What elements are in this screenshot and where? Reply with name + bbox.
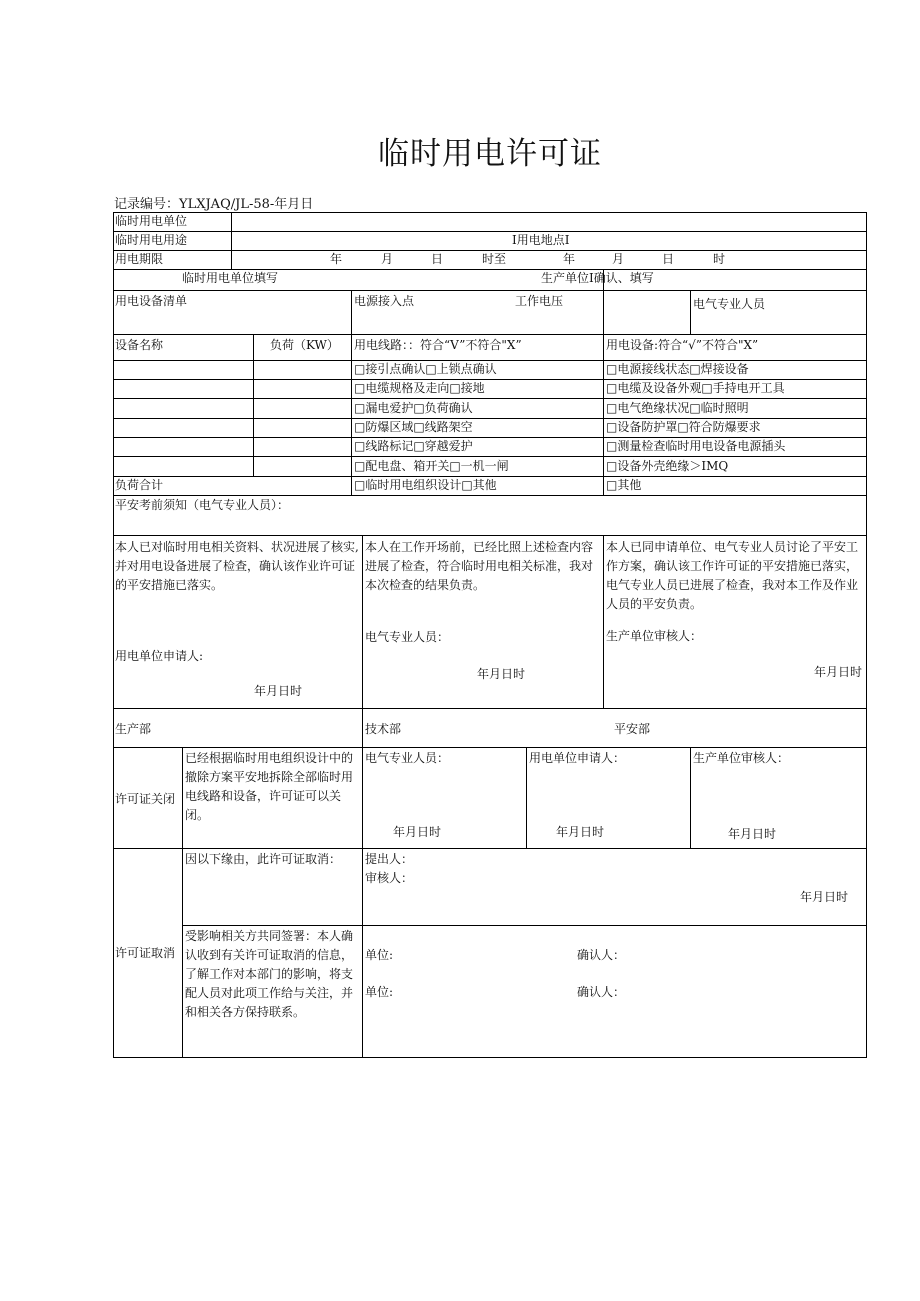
checkbox-item[interactable]: □漏电爱护□负荷确认	[354, 401, 473, 415]
checkbox-item[interactable]: □电源接线状态□焊接设备	[606, 362, 749, 376]
unit-applicant-label: 用电单位申请人:	[115, 649, 204, 663]
reviewer-label: 审核人：	[365, 871, 414, 885]
device-check-header: 用电设备:符合“√”不符合"X”	[606, 338, 759, 352]
electrician-sign-label: 电气专业人员：	[365, 630, 450, 644]
checkbox-item[interactable]: □测量检查临时用电设备电源插头	[606, 439, 786, 453]
col-line	[351, 290, 352, 334]
col-line	[603, 290, 604, 334]
closure-label: 许可证关闭	[115, 792, 176, 806]
closure-applicant-label: 用电单位申请人：	[529, 751, 626, 765]
row-line	[182, 925, 867, 926]
period-year: 年	[563, 252, 576, 266]
total-load-label: 负荷合计	[115, 478, 164, 492]
cancel-label: 许可证取消	[115, 946, 176, 960]
line-check-header: 用电线路：：符合“V”不符合"X”	[354, 338, 522, 352]
row-line	[113, 290, 867, 291]
row-line	[113, 747, 867, 748]
period-day: 日	[662, 252, 675, 266]
col-line	[362, 747, 363, 1057]
row-line	[113, 334, 867, 335]
table-border-bottom	[113, 1057, 867, 1058]
closure-text: 已经根据临时用电组织设计中的撤除方案平安地拆除全部临时用电线路和设备，许可证可以关闭。	[185, 751, 354, 822]
checkbox-item[interactable]: □其他	[606, 478, 642, 492]
period-day: 日	[431, 252, 444, 266]
record-number: 记录编号：YLXJAQ/JL-58-年月日	[114, 197, 314, 212]
table-border-right	[866, 212, 867, 1058]
confirmer-label: 确认人：	[577, 948, 626, 962]
row-line	[113, 708, 867, 709]
period-year: 年	[330, 252, 343, 266]
cancel-reason: 因以下缘由，此许可证取消：	[185, 852, 342, 866]
col-line	[603, 334, 604, 495]
col-line	[362, 535, 363, 708]
checkbox-item[interactable]: □临时用电组织设计□其他	[354, 478, 497, 492]
checkbox-item[interactable]: □电气绝缘状况□临时照明	[606, 401, 749, 415]
equipment-list-label: 用电设备清单	[115, 294, 188, 308]
checkbox-item[interactable]: □配电盘、箱开关□一机一闸	[354, 459, 509, 473]
col-line	[526, 747, 527, 848]
checkbox-item[interactable]: □接引点确认□上锁点确认	[354, 362, 497, 376]
electrician-label: 电气专业人员	[693, 297, 766, 311]
period-hour: 时	[713, 252, 726, 266]
closure-auditor-label: 生产单位审核人：	[693, 751, 790, 765]
col-line	[690, 290, 691, 334]
closure-date: 年月日时	[728, 827, 777, 841]
checkbox-item[interactable]: □设备外壳绝缘＞IMQ	[606, 459, 729, 473]
confirmer-label: 确认人：	[577, 985, 626, 999]
safety-notice-label: 平安考前须知（电气专业人员）：	[115, 498, 290, 512]
page-title: 临时用电许可证	[378, 136, 602, 172]
col-line	[690, 747, 691, 848]
joint-sign-statement: 受影响相关方共同签署：本人确认收到有关许可证取消的信息，了解工作对本部门的影响，将支配人员对此项工作给与关注，并和相关各方保持联系。	[185, 929, 354, 1019]
load-header: 负荷（KW）	[270, 338, 339, 352]
row-line	[113, 848, 867, 849]
power-access-label: 电源接入点	[354, 294, 415, 308]
proposer-label: 提出人：	[365, 852, 414, 866]
period-month: 月	[381, 252, 394, 266]
unit-label: 临时用电单位	[115, 214, 188, 228]
period-label: 用电期限	[115, 252, 164, 266]
closure-date: 年月日时	[556, 825, 605, 839]
col-line	[182, 747, 183, 1057]
row-line	[113, 535, 867, 536]
production-statement: 本人已同申请单位、电气专业人员讨论了平安工作方案，确认该工作许可证的平安措施已落实，电气专业人员已进展了检查，我对本工作及作业人员的平安负责。	[606, 540, 859, 611]
col-line	[253, 334, 254, 476]
purpose-label: 临时用电用途	[115, 233, 188, 247]
col-line	[231, 212, 232, 269]
col-line	[603, 535, 604, 708]
checkbox-item[interactable]: □线路标记□穿越爱护	[354, 439, 473, 453]
fill-by-unit: 临时用电单位填写	[182, 271, 279, 285]
row-line	[113, 398, 867, 399]
checkbox-item[interactable]: □电缆及设备外观□手持电开工具	[606, 381, 785, 395]
table-border-top	[113, 212, 867, 213]
col-line	[351, 334, 352, 495]
tech-dept-label: 技术部	[365, 722, 402, 736]
closure-date: 年月日时	[393, 825, 442, 839]
period-to: 时至	[482, 252, 507, 266]
electrician-date: 年月日时	[477, 667, 526, 681]
unit-date: 年月日时	[254, 684, 303, 698]
safety-dept-label: 平安部	[614, 722, 651, 736]
cancel-date: 年月日时	[800, 890, 849, 904]
device-name-header: 设备名称	[115, 338, 164, 352]
voltage-label: 工作电压	[515, 294, 564, 308]
checkbox-item[interactable]: □防爆区域□线路架空	[354, 420, 473, 434]
col-line	[362, 708, 363, 747]
checkbox-item[interactable]: □设备防护罩□符合防爆要求	[606, 420, 761, 434]
unit-label: 单位:	[365, 985, 394, 999]
fill-by-production: 生产单位I确认、填写	[541, 271, 654, 285]
checkbox-item[interactable]: □电缆规格及走向□接地	[354, 381, 485, 395]
location-label: I用电地点I	[512, 233, 570, 247]
production-date: 年月日时	[814, 665, 863, 679]
closure-electrician-label: 电气专业人员：	[365, 751, 450, 765]
unit-label: 单位:	[365, 948, 394, 962]
electrician-statement: 本人在工作开场前，已经比照上述检查内容进展了检查，符合临时用电相关标准，我对本次检查的结果负责。	[365, 540, 594, 592]
production-auditor-label: 生产单位审核人：	[606, 629, 703, 643]
unit-statement: 本人已对临时用电相关资料、状况进展了核实,并对用电设备进展了检查，确认该作业许可证的平安措施已落实。	[115, 540, 359, 592]
production-dept-label: 生产部	[115, 722, 152, 736]
period-month: 月	[612, 252, 625, 266]
table-border-left	[113, 212, 114, 1058]
row-line	[113, 231, 867, 232]
